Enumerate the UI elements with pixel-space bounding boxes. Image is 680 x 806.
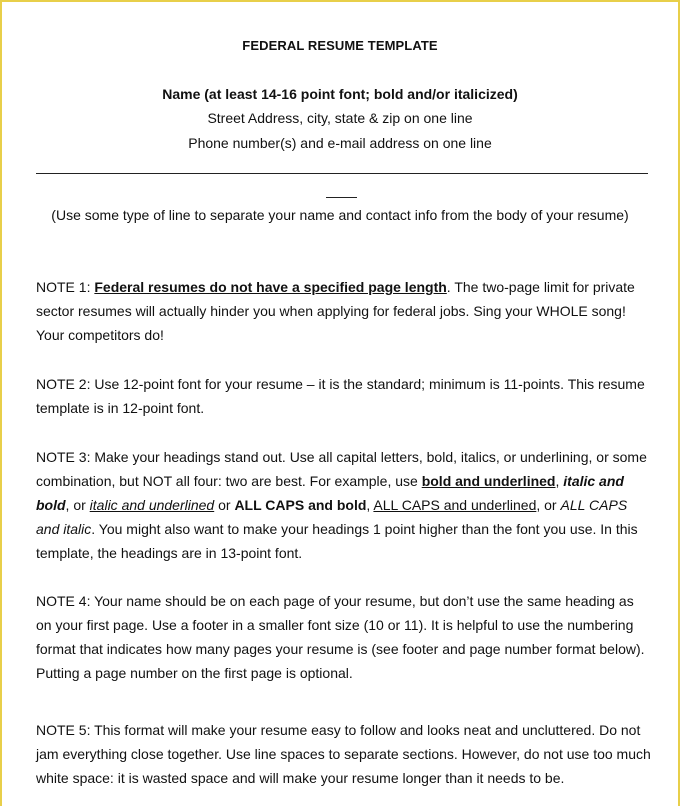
note-3-example-italic-bold: italic and bold xyxy=(36,473,624,513)
note-3-sep: , xyxy=(366,497,374,513)
note-1 xyxy=(36,275,652,347)
note-3-example-bold-underlined: bold and underlined xyxy=(421,473,556,489)
note-3-example-italic-underlined: italic and underlined xyxy=(89,497,215,513)
separator-note: (Use some type of line to separate your name and contact info from the body of your resume) xyxy=(51,207,629,223)
note-5: NOTE 5: This format will make your resume easy to follow and looks neat and uncluttered. Do not jam everything close together. Use line spaces to separate sections. However, do not use too much white space: it is wasted space and will make your resume longer than it needs to be. xyxy=(36,722,651,786)
note-3-example-caps-italic: ALL CAPS and italic xyxy=(36,497,628,537)
note-3 xyxy=(36,445,652,565)
note-4: NOTE 4: Your name should be on each page of your resume, but don’t use the same heading as on your first page. Use a footer in a smaller font size (10 or 11). It is helpful to use the numbering format that indicates how many pages your resume is (see footer and page number format below). Putting a page number on the first page is optional. xyxy=(36,593,645,681)
note-1-emphasis: Federal resumes do not have a specified page length xyxy=(94,279,447,295)
note-3-example-caps-bold: ALL CAPS and bold xyxy=(234,497,367,513)
short-divider xyxy=(326,197,357,198)
note-3-outro: . You might also want to make your headings 1 point higher than the font you use. In this template, the headings are in 13-point font. xyxy=(36,521,638,561)
note-3-intro: NOTE 3: Make your headings stand out. Use all capital letters, bold, italics, or underlining, or some combination, but NOT all four: two are best. For example, use xyxy=(36,449,647,489)
phone-line: Phone number(s) and e-mail address on one line xyxy=(188,135,492,151)
note-1-lead: NOTE 1: xyxy=(36,279,95,295)
document-title: FEDERAL RESUME TEMPLATE xyxy=(242,38,438,53)
name-line: Name (at least 14-16 point font; bold and/or italicized) xyxy=(162,86,518,102)
note-3-example-caps-underlined: ALL CAPS and underlined xyxy=(373,497,537,513)
address-line: Street Address, city, state & zip on one line xyxy=(207,110,473,126)
note-3-sep: or xyxy=(214,497,235,513)
note-2: NOTE 2: Use 12-point font for your resume – it is the standard; minimum is 11-points. This resume template is in 12-point font. xyxy=(36,376,645,416)
note-1-rest: . The two-page limit for private sector resumes will actually hinder you when applying for federal jobs. Sing your WHOLE song! Your competitors do! xyxy=(36,279,635,343)
note-3-sep: , or xyxy=(65,497,90,513)
note-3-sep: , xyxy=(555,473,564,489)
header-divider xyxy=(36,173,648,174)
note-3-sep: , or xyxy=(536,497,561,513)
